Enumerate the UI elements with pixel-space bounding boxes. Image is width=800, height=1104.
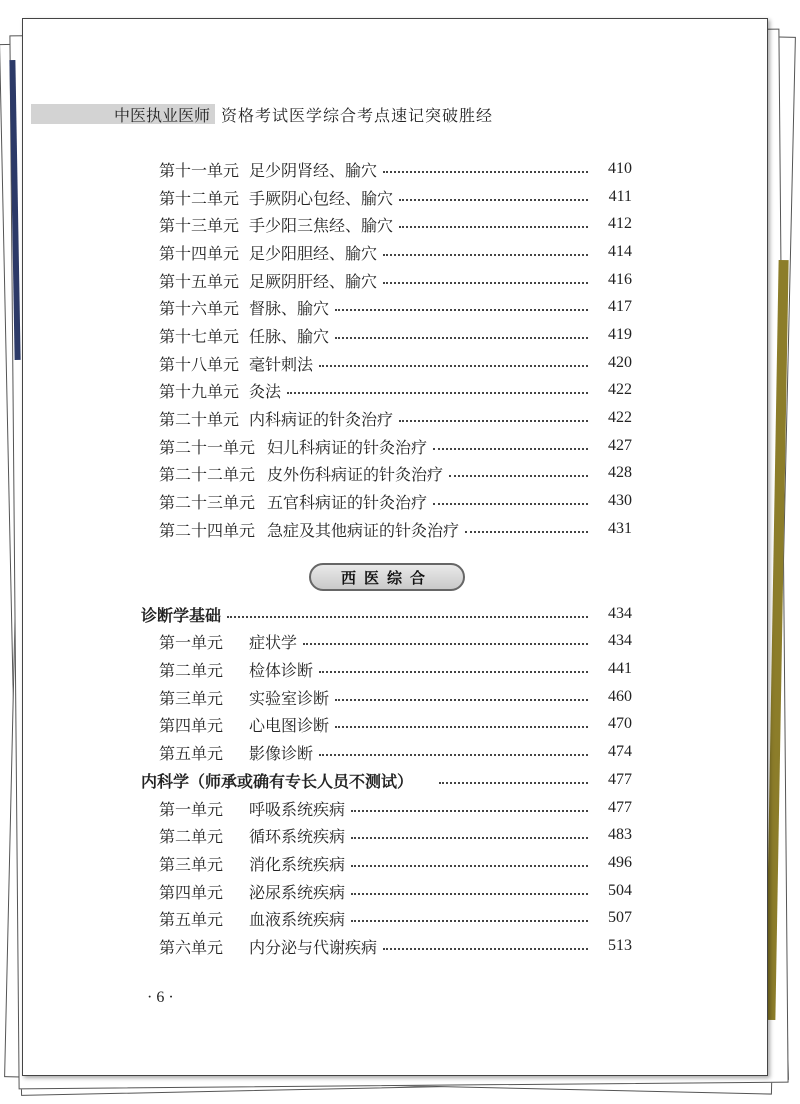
leader-dots — [399, 226, 588, 228]
leader-dots — [319, 754, 588, 756]
toc-unit-label: 第二单元 — [159, 660, 224, 680]
toc-unit-label: 第十八单元 — [159, 354, 240, 374]
toc-entry-title: 呼吸系统疾病 — [249, 799, 346, 819]
toc-entry[interactable] — [23, 739, 767, 765]
leader-dots — [383, 948, 588, 950]
header-subtitle: 资格考试医学综合考点速记突破胜经 — [221, 105, 494, 125]
toc-page-number: 410 — [608, 160, 632, 177]
toc-unit-label: 第六单元 — [159, 937, 224, 957]
toc-entry[interactable] — [23, 850, 767, 876]
running-header — [31, 104, 493, 124]
header-series-bar — [31, 104, 215, 124]
toc-unit-label: 第三单元 — [159, 854, 224, 874]
toc-page-number: 417 — [608, 298, 632, 315]
leader-dots — [399, 420, 588, 422]
leader-dots — [465, 531, 588, 533]
toc-page-number: 474 — [608, 743, 632, 760]
toc-entry[interactable] — [23, 628, 767, 654]
toc-entry[interactable] — [23, 656, 767, 682]
leader-dots — [351, 893, 588, 895]
toc-page-number: 427 — [608, 437, 632, 454]
toc-entry[interactable] — [23, 711, 767, 737]
toc-unit-label: 第十一单元 — [159, 160, 240, 180]
leader-dots — [335, 337, 588, 339]
leader-dots — [439, 782, 588, 784]
toc-unit-label: 第二十一单元 — [159, 437, 256, 457]
toc-entry-title: 妇儿科病证的针灸治疗 — [267, 437, 428, 457]
toc-entry-title: 毫针刺法 — [249, 354, 314, 374]
leader-dots — [351, 865, 588, 867]
toc-entry[interactable] — [23, 211, 767, 237]
toc-entry-title: 手少阳三焦经、腧穴 — [249, 215, 394, 235]
leader-dots — [383, 171, 588, 173]
toc-entry[interactable] — [23, 405, 767, 431]
toc-entry[interactable] — [23, 267, 767, 293]
toc-entry[interactable] — [23, 822, 767, 848]
toc-entry[interactable] — [23, 878, 767, 904]
toc-page-number: 477 — [608, 771, 632, 788]
toc-chapter-entry[interactable] — [23, 601, 767, 627]
section-banner — [309, 563, 465, 591]
toc-entry[interactable] — [23, 933, 767, 959]
toc-chapter-title: 诊断学基础 — [141, 605, 222, 625]
toc-unit-label: 第十三单元 — [159, 215, 240, 235]
toc-chapter-title: 内科学（师承或确有专长人员不测试） — [141, 771, 414, 791]
toc-entry-title: 循环系统疾病 — [249, 826, 346, 846]
toc-unit-label: 第二十四单元 — [159, 520, 256, 540]
toc-entry-title: 检体诊断 — [249, 660, 314, 680]
toc-page-number: 430 — [608, 492, 632, 509]
toc-page-number: 422 — [608, 381, 632, 398]
toc-unit-label: 第二十二单元 — [159, 464, 256, 484]
header-series-label: 中医执业医师 — [113, 105, 210, 125]
toc-unit-label: 第二十单元 — [159, 409, 240, 429]
toc-entry[interactable] — [23, 433, 767, 459]
toc-entry[interactable] — [23, 488, 767, 514]
toc-page-number: 412 — [608, 215, 632, 232]
toc-unit-label: 第四单元 — [159, 882, 224, 902]
toc-entry[interactable] — [23, 516, 767, 542]
leader-dots — [433, 448, 588, 450]
toc-page-number: 460 — [608, 688, 632, 705]
toc-page-number: 441 — [608, 660, 632, 677]
toc-unit-label: 第四单元 — [159, 715, 224, 735]
toc-unit-label: 第十五单元 — [159, 271, 240, 291]
toc-unit-label: 第十九单元 — [159, 381, 240, 401]
toc-entry[interactable] — [23, 350, 767, 376]
leader-dots — [335, 726, 588, 728]
toc-entry-title: 影像诊断 — [249, 743, 314, 763]
toc-entry[interactable] — [23, 184, 767, 210]
toc-unit-label: 第三单元 — [159, 688, 224, 708]
toc-entry-title: 血液系统疾病 — [249, 909, 346, 929]
toc-entry-title: 实验室诊断 — [249, 688, 330, 708]
toc-entry-title: 灸法 — [249, 381, 282, 401]
leader-dots — [335, 699, 588, 701]
toc-entry-title: 内分泌与代谢疾病 — [249, 937, 378, 957]
toc-page-number: 411 — [608, 188, 632, 205]
toc-entry-title: 消化系统疾病 — [249, 854, 346, 874]
toc-entry[interactable] — [23, 377, 767, 403]
toc-entry[interactable] — [23, 460, 767, 486]
section-title: 西医综合 — [340, 568, 433, 587]
leader-dots — [335, 309, 588, 311]
toc-unit-label: 第十二单元 — [159, 188, 240, 208]
leader-dots — [227, 616, 588, 618]
toc-entry[interactable] — [23, 322, 767, 348]
leader-dots — [319, 365, 588, 367]
toc-page-number: 434 — [608, 605, 632, 622]
leader-dots — [287, 392, 588, 394]
toc-chapter-entry[interactable] — [23, 767, 767, 793]
toc-unit-label: 第十七单元 — [159, 326, 240, 346]
leader-dots — [383, 282, 588, 284]
toc-unit-label: 第五单元 — [159, 743, 224, 763]
page-number-footer: · 6 · — [147, 989, 174, 1006]
toc-entry-title: 督脉、腧穴 — [249, 298, 330, 318]
toc-page-number: 420 — [608, 354, 632, 371]
toc-entry-title: 心电图诊断 — [249, 715, 330, 735]
toc-page-number: 513 — [608, 937, 632, 954]
toc-unit-label: 第十四单元 — [159, 243, 240, 263]
toc-entry-title: 内科病证的针灸治疗 — [249, 409, 394, 429]
toc-page-number: 470 — [608, 715, 632, 732]
toc-entry-title: 足少阳胆经、腧穴 — [249, 243, 378, 263]
leader-dots — [351, 837, 588, 839]
toc-page — [22, 18, 768, 1076]
toc-unit-label: 第一单元 — [159, 799, 224, 819]
toc-page-number: 477 — [608, 799, 632, 816]
toc-page-number: 483 — [608, 826, 632, 843]
leader-dots — [303, 643, 588, 645]
toc-unit-label: 第十六单元 — [159, 298, 240, 318]
toc-unit-label: 第一单元 — [159, 632, 224, 652]
toc-entry-title: 急症及其他病证的针灸治疗 — [267, 520, 460, 540]
toc-entry-title: 足少阴肾经、腧穴 — [249, 160, 378, 180]
leader-dots — [399, 199, 588, 201]
toc-page-number: 422 — [608, 409, 632, 426]
toc-page-number: 431 — [608, 520, 632, 537]
leader-dots — [351, 810, 588, 812]
leader-dots — [383, 254, 588, 256]
toc-entry-title: 手厥阴心包经、腧穴 — [249, 188, 394, 208]
toc-entry[interactable] — [23, 294, 767, 320]
leader-dots — [449, 475, 588, 477]
toc-entry[interactable] — [23, 905, 767, 931]
toc-page-number: 428 — [608, 464, 632, 481]
toc-page-number: 419 — [608, 326, 632, 343]
leader-dots — [433, 503, 588, 505]
toc-entry-title: 皮外伤科病证的针灸治疗 — [267, 464, 444, 484]
toc-unit-label: 第五单元 — [159, 909, 224, 929]
toc-page-number: 504 — [608, 882, 632, 899]
toc-unit-label: 第二十三单元 — [159, 492, 256, 512]
toc-entry[interactable] — [23, 795, 767, 821]
toc-entry[interactable] — [23, 239, 767, 265]
toc-entry-title: 五官科病证的针灸治疗 — [267, 492, 428, 512]
toc-entry-title: 任脉、腧穴 — [249, 326, 330, 346]
toc-page-number: 507 — [608, 909, 632, 926]
toc-unit-label: 第二单元 — [159, 826, 224, 846]
leader-dots — [319, 671, 588, 673]
toc-entry[interactable] — [23, 684, 767, 710]
toc-entry[interactable] — [23, 156, 767, 182]
leader-dots — [351, 920, 588, 922]
toc-entry-title: 泌尿系统疾病 — [249, 882, 346, 902]
toc-page-number: 496 — [608, 854, 632, 871]
toc-entry-title: 症状学 — [249, 632, 298, 652]
toc-page-number: 416 — [608, 271, 632, 288]
toc-entry-title: 足厥阴肝经、腧穴 — [249, 271, 378, 291]
toc-page-number: 414 — [608, 243, 632, 260]
toc-page-number: 434 — [608, 632, 632, 649]
